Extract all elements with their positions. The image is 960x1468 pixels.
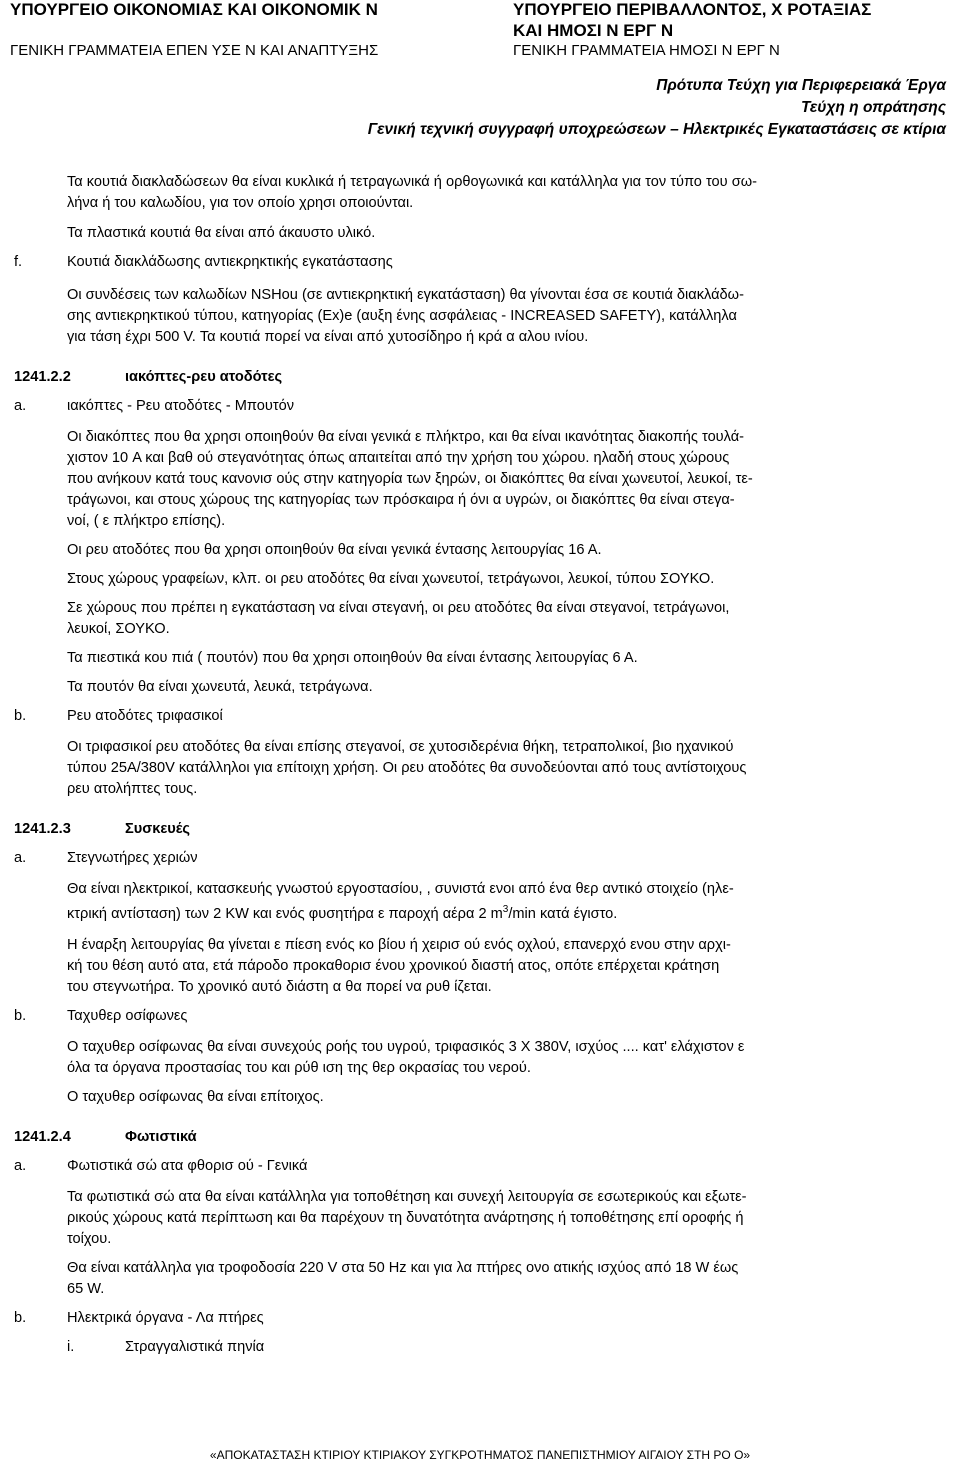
subitem-title: Στραγγαλιστικά πηνία bbox=[125, 1339, 265, 1355]
paragraph-line: λήνα ή του καλωδίου, για τον οποίο χρησι οποιούνται. bbox=[67, 195, 414, 211]
doc-title-2: Τεύχη η οπράτησης bbox=[800, 99, 946, 116]
left-ministry: ΥΠΟΥΡΓΕΙΟ ΟΙΚΟΝΟΜΙΑΣ ΚΑΙ ΟΙΚΟΝΟΜΙΚ Ν bbox=[10, 0, 378, 19]
paragraph-line: τράγωνοι, και στους χώρους της κατηγορίας των πρόσκαιρα ή όνι α υγρών, οι διακόπτες θα είναι στεγα- bbox=[67, 492, 735, 508]
paragraph-line: που ανήκουν κατά τους κανονισ ούς στην κατηγορία των ξηρών, οι διακόπτες θα είναι χωνευτοί, λευκοί, τε- bbox=[67, 471, 753, 487]
paragraph-line: Σε χώρους που πρέπει η εγκατάσταση να είναι στεγανή, οι ρευ ατοδότες θα είναι στεγανοί, τετράγωνοι, bbox=[67, 600, 730, 616]
paragraph-line: Η έναρξη λειτουργίας θα γίνεται ε πίεση ενός κο βίου ή χειρισ ού ενός οχλού, επανερχό ενου στην αρχι- bbox=[67, 937, 731, 953]
paragraph-line: Τα φωτιστικά σώ ατα θα είναι κατάλληλα για τοποθέτηση και συνεχή λειτουργία σε εσωτερικούς και εξωτε- bbox=[67, 1189, 747, 1205]
paragraph-line: ρευ ατολήπτες τους. bbox=[67, 781, 198, 797]
left-secretariat: ΓΕΝΙΚΗ ΓΡΑΜΜΑΤΕΙΑ ΕΠΕΝ ΥΣΕ Ν ΚΑΙ ΑΝΑΠΤΥΞΗΣ bbox=[10, 42, 379, 59]
text-pre: κτρική αντίσταση) των 2 KW και ενός φυσητήρα ε παροχή αέρα 2 m bbox=[67, 906, 503, 922]
paragraph-line: Στους χώρους γραφείων, κλπ. οι ρευ ατοδότες θα είναι χωνευτοί, τετράγωνοι, λευκοί, τύπου ΣΟΥΚΟ. bbox=[67, 571, 715, 587]
paragraph-line: χιστον 10 A και βαθ ού στεγανότητας όπως απαιτείται από την χρήση του χώρου. ηλαδή στους χώρους bbox=[67, 450, 730, 466]
paragraph-line: κή του θέση αυτό ατα, ετά πάροδο προκαθορισ ένου χρονικού διαστή ατος, οπότε επέρχεται κράτηση bbox=[67, 958, 720, 974]
section-title: Φωτιστικά bbox=[125, 1129, 197, 1145]
paragraph-line: για τάση έχρι 500 V. Τα κουτιά πορεί να είναι από χυτοσίδηρο ή κρά α αλου ινίου. bbox=[67, 329, 589, 345]
section-title: Συσκευές bbox=[125, 821, 190, 837]
paragraph-line: Ο ταχυθερ οσίφωνας θα είναι επίτοιχος. bbox=[67, 1089, 324, 1105]
paragraph-line: Οι ρευ ατοδότες που θα χρησι οποιηθούν θα είναι γενικά έντασης λειτουργίας 16 Α. bbox=[67, 542, 602, 558]
right-ministry-line2: ΚΑΙ ΗΜΟΣΙ Ν ΕΡΓ Ν bbox=[513, 21, 674, 40]
item-label: a. bbox=[14, 850, 27, 866]
item-label: a. bbox=[14, 398, 27, 414]
doc-title-3: Γενική τεχνική συγγραφή υποχρεώσεων – Ηλεκτρικές Εγκαταστάσεις σε κτίρια bbox=[367, 121, 946, 138]
paragraph-line: Τα πουτόν θα είναι χωνευτά, λευκά, τετράγωνα. bbox=[67, 679, 373, 695]
right-secretariat: ΓΕΝΙΚΗ ΓΡΑΜΜΑΤΕΙΑ ΗΜΟΣΙ Ν ΕΡΓ Ν bbox=[513, 42, 780, 59]
text-post: /min κατά έγιστο. bbox=[508, 906, 618, 922]
subitem-label: i. bbox=[67, 1339, 75, 1355]
paragraph-line-with-superscript bbox=[67, 904, 617, 925]
paragraph-line: Τα πλαστικά κουτιά θα είναι από άκαυστο υλικό. bbox=[67, 225, 376, 241]
superscript: 3 bbox=[502, 904, 509, 916]
paragraph-line: ρικούς χώρους κατά περίπτωση και θα παρέχουν τη δυνατότητα ανάρτησης ή τοποθέτησης επί οροφής ή bbox=[67, 1210, 744, 1226]
paragraph-line: Θα είναι κατάλληλα για τροφοδοσία 220 V στα 50 Hz και για λα πτήρες ονο ατικής ισχύος από 18 W έως bbox=[67, 1260, 739, 1276]
paragraph-line: Οι διακόπτες που θα χρησι οποιηθούν θα είναι γενικά ε πλήκτρο, και θα είναι ικανότητας διακοπής τουλά- bbox=[67, 429, 745, 445]
item-title: Κουτιά διακλάδωσης αντιεκρηκτικής εγκατάστασης bbox=[67, 254, 393, 270]
right-ministry-line1: ΥΠΟΥΡΓΕΙΟ ΠΕΡΙΒΑΛΛΟΝΤΟΣ, Χ ΡΟΤΑΞΙΑΣ bbox=[513, 0, 872, 19]
paragraph-line: Οι συνδέσεις των καλωδίων NSHou (σε αντιεκρηκτική εγκατάσταση) θα γίνονται έσα σε κουτιά διακλάδω- bbox=[67, 287, 744, 303]
paragraph-line: Οι τριφασικοί ρευ ατοδότες θα είναι επίσης στεγανοί, σε χυτοσιδερένια θήκη, τετραπολικοί, βιο ηχανικού bbox=[67, 739, 734, 755]
paragraph-line: όλα τα όργανα προστασίας του και ρύθ ιση της θερ οκρασίας του νερού. bbox=[67, 1060, 531, 1076]
paragraph-line: Τα πιεστικά κου πιά ( πουτόν) που θα χρησι οποιηθούν θα είναι έντασης λειτουργίας 6 Α. bbox=[67, 650, 638, 666]
section-number: 1241.2.4 bbox=[14, 1129, 71, 1145]
item-title: Ταχυθερ οσίφωνες bbox=[67, 1008, 188, 1024]
item-label: b. bbox=[14, 708, 27, 724]
page-footer: «ΑΠΟΚΑΤΑΣΤΑΣΗ ΚΤΙΡΙΟΥ ΚΤΙΡΙΑΚΟΥ ΣΥΓΚΡΟΤΗΜΑΤΟΣ ΠΑΝΕΠΙΣΤΗΜΙΟΥ ΑΙΓΑΙΟΥ ΣΤΗ ΡΟ Ο» bbox=[209, 1448, 751, 1462]
paragraph-line: τοίχου. bbox=[67, 1231, 112, 1247]
item-label: b. bbox=[14, 1310, 27, 1326]
section-number: 1241.2.3 bbox=[14, 821, 71, 837]
paragraph-line: τύπου 25A/380V κατάλληλοι για επίτοιχη χρήση. Οι ρευ ατοδότες θα συνοδεύονται από τους αντίστοιχους bbox=[67, 760, 747, 776]
item-title: ιακόπτες - Ρευ ατοδότες - Μπουτόν bbox=[67, 398, 295, 414]
item-title: Ηλεκτρικά όργανα - Λα πτήρες bbox=[67, 1310, 264, 1326]
item-title: Φωτιστικά σώ ατα φθορισ ού - Γενικά bbox=[67, 1158, 308, 1174]
section-number: 1241.2.2 bbox=[14, 369, 71, 385]
paragraph-line: 65 W. bbox=[67, 1281, 105, 1297]
paragraph-line: σης αντιεκρηκτικού τύπου, κατηγορίας (Ex)e (αυξη ένης ασφάλειας - INCREASED SAFETY), κατάλληλα bbox=[67, 308, 737, 324]
paragraph-line: Τα κουτιά διακλαδώσεων θα είναι κυκλικά ή τετραγωνικά ή ορθογωνικά και κατάλληλα για τον τύπο του σω- bbox=[67, 174, 757, 190]
paragraph-line: Ο ταχυθερ οσίφωνας θα είναι συνεχούς ροής του υγρού, τριφασικός 3 Χ 380V, ισχύος .... κατ' ελάχιστον ε bbox=[67, 1039, 745, 1055]
item-title: Ρευ ατοδότες τριφασικοί bbox=[67, 708, 223, 724]
section-title: ιακόπτες-ρευ ατοδότες bbox=[125, 369, 283, 385]
paragraph-line: του στεγνωτήρα. Το χρονικό αυτό διάστη α θα πορεί να ρυθ ίζεται. bbox=[67, 979, 492, 995]
item-label: a. bbox=[14, 1158, 27, 1174]
item-label: b. bbox=[14, 1008, 27, 1024]
paragraph-line: λευκοί, ΣΟΥΚΟ. bbox=[67, 621, 170, 637]
paragraph-line: Θα είναι ηλεκτρικοί, κατασκευής γνωστού εργοστασίου, , συνιστά ενοι από ένα θερ αντικό στοιχείο (ηλε- bbox=[67, 881, 734, 897]
paragraph-line: νοί, ( ε πλήκτρο επίσης). bbox=[67, 513, 226, 529]
item-title: Στεγνωτήρες χεριών bbox=[67, 850, 198, 866]
doc-title-1: Πρότυπα Τεύχη για Περιφερειακά Έργα bbox=[656, 77, 946, 94]
item-label: f. bbox=[14, 254, 23, 270]
